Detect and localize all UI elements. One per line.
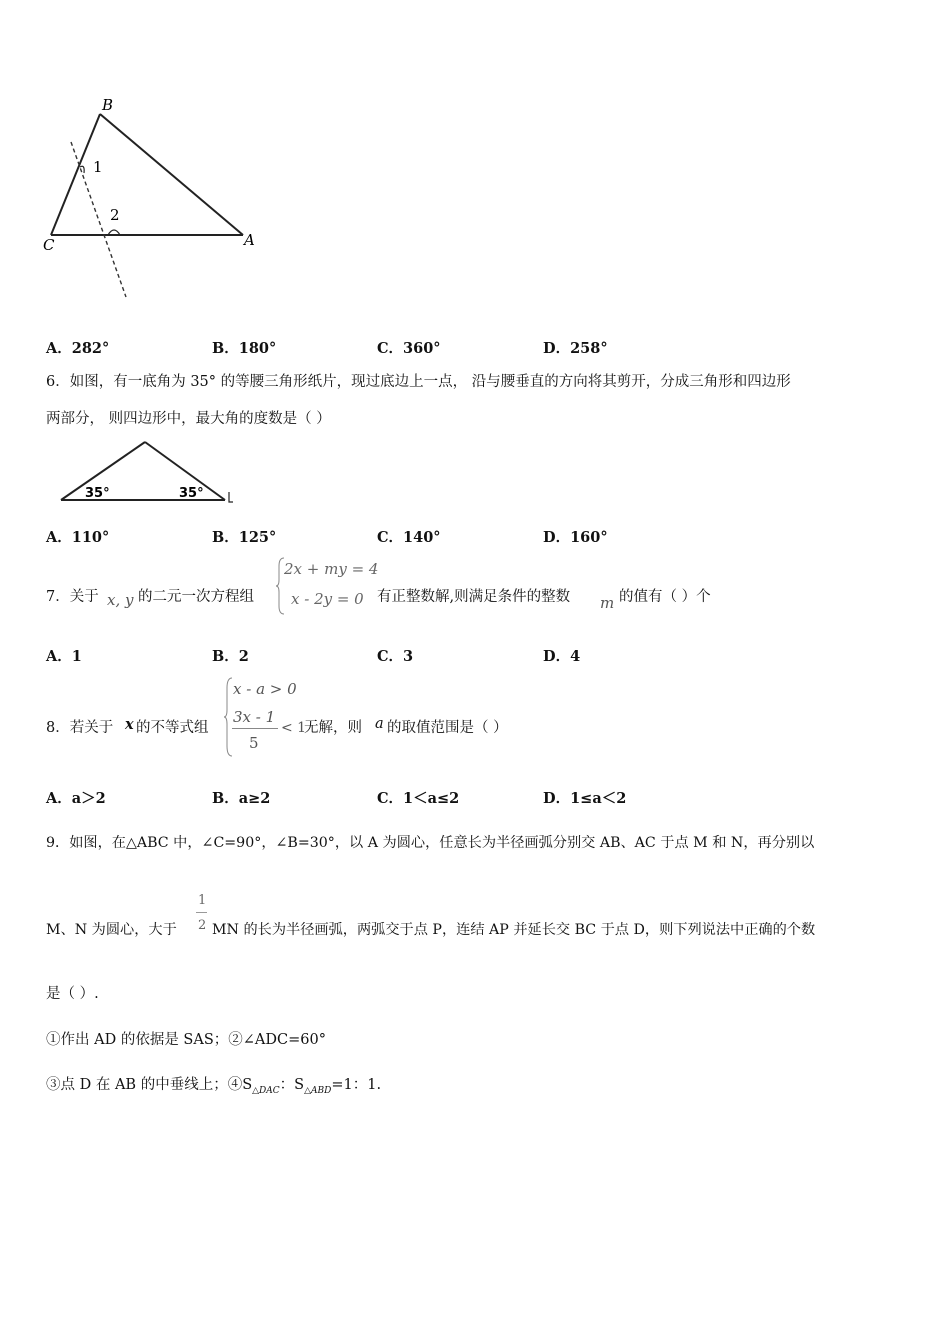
label-a: A — [244, 231, 255, 249]
q8-ineq1: x - a > 0 — [233, 680, 297, 698]
label-b: B — [102, 96, 114, 114]
q7-vars: x, y — [107, 591, 134, 609]
q7-equation-system — [276, 556, 379, 618]
q7-option-a[interactable]: A．1 — [46, 648, 82, 665]
q9-text-line3: 是（ ）. — [46, 986, 99, 1002]
q8-x: x — [125, 716, 134, 733]
q8-lt1: < 1 — [281, 720, 307, 736]
q8-options — [46, 787, 906, 811]
q7-option-c[interactable]: C．3 — [377, 648, 414, 665]
q5-option-b[interactable]: B．180° — [212, 340, 277, 357]
isosceles-triangle-figure — [55, 437, 240, 507]
q8-suffix1: 无解，则 — [304, 720, 362, 736]
angle-left-label: 35° — [85, 486, 110, 501]
q9-sub2: △ABD — [304, 1085, 332, 1096]
q5-options — [46, 337, 906, 361]
q9-statement-3-4 — [46, 1073, 381, 1096]
q8-frac-den: 5 — [249, 734, 259, 752]
q9-text-line1: 9．如图，在△ABC 中，∠C=90°，∠B=30°，以 A 为圆心，任意长为半径画弧分别交 AB、AC 于点 M 和 N，再分别以 — [46, 835, 815, 851]
angle-right-label: 35° — [179, 486, 204, 501]
label-1: 1 — [93, 158, 103, 176]
q9-line2-post: MN 的长为半径画弧，两弧交于点 P，连结 AP 并延长交 BC 于点 D，则下列说法中正确的个数 — [212, 922, 816, 938]
q8-prefix: 8．若关于 — [46, 720, 114, 736]
q9-half-num: 1 — [198, 893, 207, 908]
q8-option-d[interactable]: D．1≤a＜2 — [543, 790, 627, 807]
q8-frac-num: 3x - 1 — [233, 708, 276, 726]
q6-text-line2: 两部分， 则四边形中，最大角的度数是（ ） — [46, 411, 331, 427]
q8-option-c[interactable]: C．1＜a≤2 — [377, 790, 460, 807]
q8-option-b[interactable]: B．a≥2 — [212, 790, 271, 807]
q7-suffix1: 有正整数解,则满足条件的整数 — [377, 589, 571, 605]
q9-statement-1-2: ①作出 AD 的依据是 SAS；②∠ADC=60° — [46, 1032, 326, 1048]
q6-options — [46, 526, 906, 550]
q7-option-b[interactable]: B．2 — [212, 648, 249, 665]
q6-option-a[interactable]: A．110° — [46, 529, 110, 546]
q7-options — [46, 645, 906, 669]
q9-half-fraction — [196, 893, 208, 941]
q7-prefix: 7．关于 — [46, 589, 99, 605]
q8-mid: 的不等式组 — [136, 720, 209, 736]
q8-option-a[interactable]: A．a＞2 — [46, 790, 106, 807]
label-2: 2 — [110, 206, 120, 224]
q7-mid: 的二元一次方程组 — [138, 589, 254, 605]
q5-option-a[interactable]: A．282° — [46, 340, 110, 357]
q9-line5-pre: ③点 D 在 AB 的中垂线上；④S — [46, 1077, 253, 1093]
label-c: C — [43, 236, 55, 254]
q9-line2-pre: M、N 为圆心，大于 — [46, 922, 177, 938]
q7-eq2: x - 2y = 0 — [291, 590, 364, 608]
q9-half-den: 2 — [198, 918, 207, 933]
q8-suffix2: 的取值范围是（ ） — [387, 720, 508, 736]
q7-option-d[interactable]: D．4 — [543, 648, 581, 665]
side-ba — [100, 114, 243, 235]
q9-colon: ：S — [279, 1077, 305, 1093]
q6-option-c[interactable]: C．140° — [377, 529, 441, 546]
q5-option-d[interactable]: D．258° — [543, 340, 608, 357]
q6-text-line1: 6．如图，有一底角为 35° 的等腰三角形纸片，现过底边上一点， 沿与腰垂直的方向将其剪开，分成三角形和四边形 — [46, 374, 791, 390]
q9-sub1: △DAC — [252, 1085, 280, 1096]
q5-option-c[interactable]: C．360° — [377, 340, 441, 357]
q9-line5-post: =1：1. — [331, 1077, 382, 1093]
q7-eq1: 2x + my = 4 — [284, 560, 379, 578]
q6-option-b[interactable]: B．125° — [212, 529, 277, 546]
q7-m: m — [600, 594, 615, 612]
q8-inequality-system — [224, 676, 309, 760]
q8-a: a — [375, 716, 384, 732]
triangle-figure-1 — [38, 92, 268, 304]
q7-suffix2: 的值有（ ）个 — [619, 589, 711, 605]
q6-option-d[interactable]: D．160° — [543, 529, 608, 546]
